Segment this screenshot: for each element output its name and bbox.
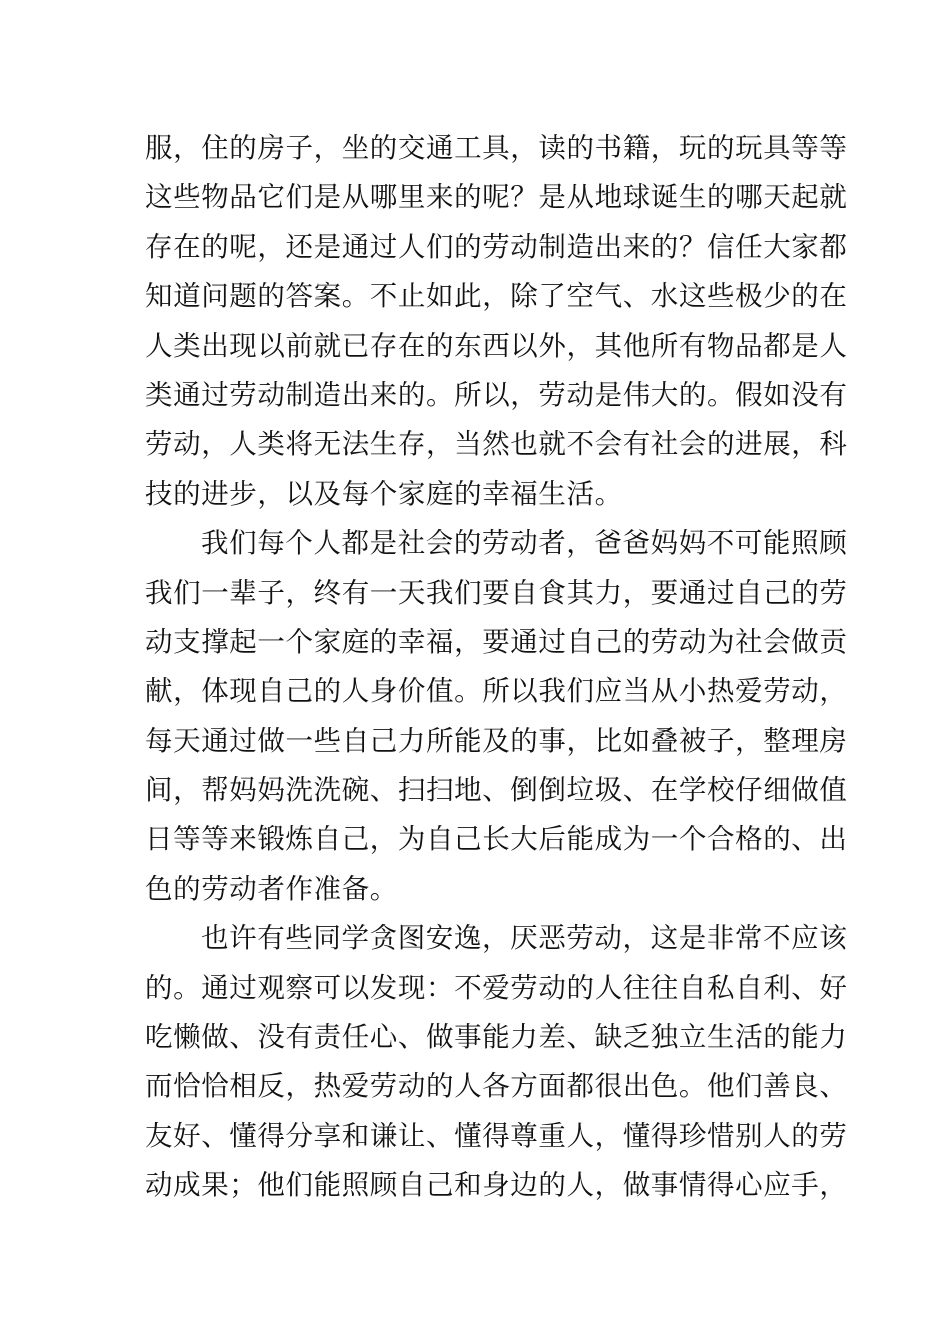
text-line: 人类出现以前就已存在的东西以外，其他所有物品都是人 <box>145 329 848 362</box>
text-line: 技的进步，以及每个家庭的幸福生活。 <box>145 477 623 510</box>
text-line: 的。通过观察可以发现：不爱劳动的人往往自私自利、好 <box>145 971 848 1004</box>
text-line: 动成果；他们能照顾自己和身边的人，做事情得心应手， <box>145 1169 848 1202</box>
text-line: 每天通过做一些自己力所能及的事，比如叠被子，整理房 <box>145 724 848 757</box>
text-line: 友好、懂得分享和谦让、懂得尊重人，懂得珍惜别人的劳 <box>145 1119 848 1152</box>
text-line: 服，住的房子，坐的交通工具，读的书籍，玩的玩具等等 <box>145 132 848 164</box>
paragraph-first-line: 我们每个人都是社会的劳动者，爸爸妈妈不可能照顾 <box>201 527 848 560</box>
text-line: 存在的呢，还是通过人们的劳动制造出来的？信任大家都 <box>145 230 848 263</box>
text-line: 日等等来锻炼自己，为自己长大后能成为一个合格的、出 <box>145 823 848 856</box>
text-line: 类通过劳动制造出来的。所以，劳动是伟大的。假如没有 <box>145 378 848 411</box>
text-line: 献，体现自己的人身价值。所以我们应当从小热爱劳动， <box>145 675 848 708</box>
text-line: 劳动，人类将无法生存，当然也就不会有社会的进展，科 <box>145 428 848 461</box>
text-line: 动支撑起一个家庭的幸福，要通过自己的劳动为社会做贡 <box>145 625 848 658</box>
text-line: 吃懒做、没有责任心、做事能力差、缺乏独立生活的能力 <box>145 1021 848 1054</box>
text-line: 知道问题的答案。不止如此，除了空气、水这些极少的在 <box>145 280 848 313</box>
text-line: 而恰恰相反，热爱劳动的人各方面都很出色。他们善良、 <box>145 1070 848 1103</box>
document-body <box>145 124 848 1211</box>
text-line: 我们一辈子，终有一天我们要自食其力，要通过自己的劳 <box>145 576 848 609</box>
text-line: 色的劳动者作准备。 <box>145 872 398 905</box>
paragraph-first-line: 也许有些同学贪图安逸，厌恶劳动，这是非常不应该 <box>201 922 848 955</box>
text-line: 间，帮妈妈洗洗碗、扫扫地、倒倒垃圾、在学校仔细做值 <box>145 774 848 807</box>
text-line: 这些物品它们是从哪里来的呢？是从地球诞生的哪天起就 <box>145 181 848 214</box>
